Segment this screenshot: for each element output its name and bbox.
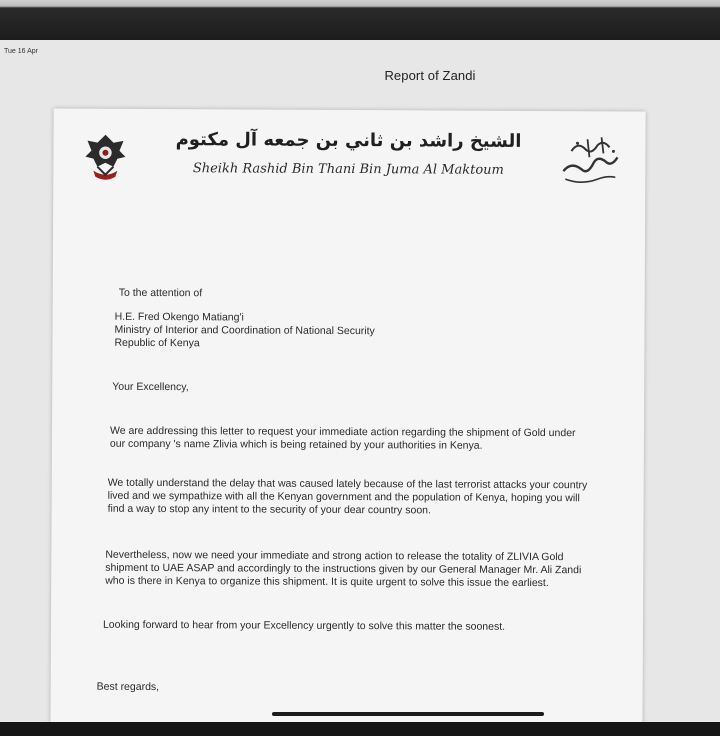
device-bezel-top xyxy=(0,0,720,40)
recipient-country: Republic of Kenya xyxy=(114,336,200,350)
paragraph-3: Nevertheless, now we need your immediate and strong action to release the totality of ZLIVIA Gold shipment to UAE ASAP and accordingly to the instructions given by our General Manager Mr. Ali Zandi who is there in Kenya to organize this shipment. It is quite urgent to solve this issue the earliest. xyxy=(105,548,582,590)
attention-line: To the attention of xyxy=(118,286,203,300)
paragraph-2: We totally understand the delay that was caused lately because of the last terrorist attacks your country lived and we sympathize with all the Kenyan government and the population of Kenya, hoping you will find a way to stop any intent to the security of your dear country soon. xyxy=(107,476,588,517)
paragraph-4: Looking forward to hear from your Excellency urgently to solve this matter the soonest. xyxy=(102,618,506,633)
document-title: Report of Zandi xyxy=(384,68,476,83)
letterhead-latin-name: Sheikh Rashid Bin Thani Bin Juma Al Maktoum xyxy=(192,161,504,178)
salutation: Your Excellency, xyxy=(112,380,189,394)
closing-line: Best regards, xyxy=(96,680,160,694)
recipient-ministry: Ministry of Interior and Coordination of National Security xyxy=(114,323,375,338)
recipient-address xyxy=(114,311,374,351)
letterhead-arabic-name: الشيخ راشد بن ثاني بن جمعه آل مكتوم xyxy=(175,129,522,152)
device-bezel-bottom xyxy=(0,722,720,736)
tablet-screen xyxy=(0,40,720,722)
status-bar-date: Tue 16 Apr xyxy=(4,48,38,55)
letter-body xyxy=(50,108,645,722)
paragraph-1: We are addressing this letter to request your immediate action regarding the shipment of Gold under our company 's name Zlivia which is being retained by your authorities in Kenya. xyxy=(109,424,576,452)
letter-page[interactable] xyxy=(50,108,645,722)
home-indicator-bar[interactable] xyxy=(272,712,544,716)
recipient-name: H.E. Fred Okengo Matiang'i xyxy=(114,310,244,324)
